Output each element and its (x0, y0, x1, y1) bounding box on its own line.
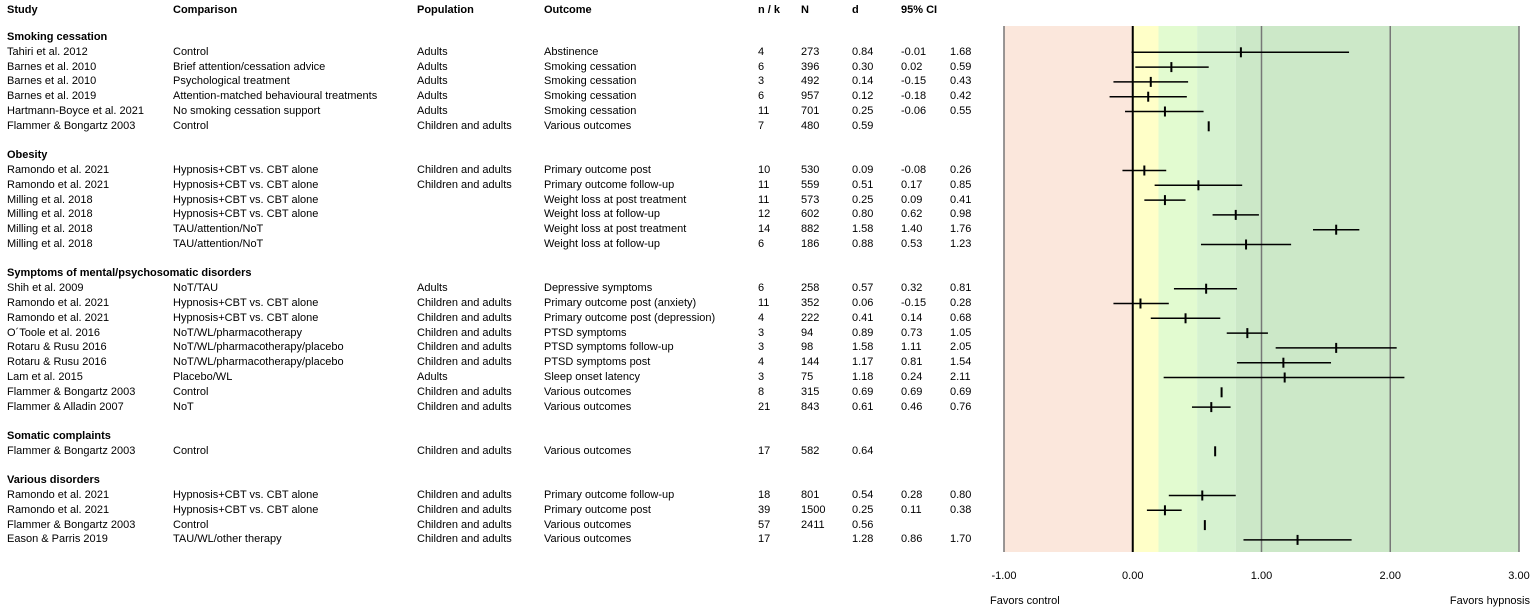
row-population: Children and adults (417, 356, 512, 369)
row-nk: 8 (758, 385, 765, 398)
row-comparison: TAU/attention/NoT (173, 223, 264, 236)
row-study: Milling et al. 2018 (7, 193, 93, 206)
row-ci-upper: 0.68 (950, 311, 972, 324)
row-d: 0.30 (852, 60, 874, 73)
row-study: Flammer & Bongartz 2003 (7, 119, 136, 132)
row-comparison: Control (173, 45, 209, 58)
row-ci-lower: 0.73 (901, 326, 923, 339)
row-n: 273 (801, 45, 820, 58)
row-outcome: Various outcomes (544, 444, 632, 457)
x-tick-label: 1.00 (1250, 570, 1273, 582)
row-nk: 17 (758, 533, 771, 546)
row-outcome: Primary outcome post (depression) (544, 311, 716, 324)
row-ci-lower: 0.02 (901, 60, 923, 73)
section-title: Smoking cessation (7, 31, 108, 43)
row-d: 0.69 (852, 385, 874, 398)
row-study: Ramondo et al. 2021 (7, 503, 110, 516)
row-d: 0.54 (852, 489, 874, 501)
row-population: Adults (417, 60, 448, 73)
row-n: 573 (801, 193, 820, 206)
row-comparison: Hypnosis+CBT vs. CBT alone (173, 489, 319, 501)
row-n: 480 (801, 119, 820, 132)
row-ci-lower: 0.28 (901, 489, 923, 501)
row-population: Adults (417, 75, 448, 88)
favors-control-label: Favors control (990, 595, 1060, 607)
row-population: Children and adults (417, 178, 512, 191)
row-comparison: Brief attention/cessation advice (173, 60, 326, 73)
row-nk: 4 (758, 356, 765, 369)
effect-band (1004, 26, 1133, 552)
row-study: Milling et al. 2018 (7, 238, 93, 250)
row-d: 1.58 (852, 223, 874, 236)
row-ci-upper: 2.05 (950, 341, 972, 354)
row-nk: 4 (758, 45, 765, 58)
row-ci-upper: 0.42 (950, 90, 972, 103)
row-d: 0.56 (852, 518, 874, 531)
row-study: O´Toole et al. 2016 (7, 326, 100, 339)
row-comparison: NoT/WL/pharmacotherapy/placebo (173, 341, 344, 354)
row-study: Ramondo et al. 2021 (7, 311, 110, 324)
row-comparison: NoT (173, 400, 194, 413)
section-title: Obesity (7, 149, 48, 162)
row-study: Flammer & Bongartz 2003 (7, 518, 136, 531)
effect-band (1133, 26, 1159, 552)
row-ci-upper: 0.59 (950, 60, 972, 73)
row-study: Eason & Parris 2019 (7, 533, 108, 546)
effect-band (1236, 26, 1519, 552)
row-d: 0.84 (852, 45, 874, 58)
row-nk: 18 (758, 489, 771, 501)
row-d: 1.28 (852, 533, 874, 546)
row-d: 0.06 (852, 297, 874, 309)
x-tick-label: 3.00 (1508, 570, 1530, 582)
row-comparison: Hypnosis+CBT vs. CBT alone (173, 208, 319, 221)
row-nk: 6 (758, 282, 765, 295)
row-study: Ramondo et al. 2021 (7, 297, 110, 309)
row-d: 0.25 (852, 105, 874, 117)
row-comparison: Attention-matched behavioural treatments (173, 90, 378, 103)
row-study: Flammer & Bongartz 2003 (7, 385, 136, 398)
row-population: Children and adults (417, 341, 512, 354)
row-study: Milling et al. 2018 (7, 223, 93, 236)
row-comparison: NoT/TAU (173, 282, 219, 295)
row-outcome: Weight loss at post treatment (544, 223, 687, 236)
row-ci-lower: 0.24 (901, 371, 923, 383)
x-tick-label: -1.00 (991, 570, 1017, 582)
row-ci-lower: -0.06 (901, 105, 927, 117)
row-d: 0.88 (852, 238, 874, 250)
row-population: Adults (417, 371, 448, 383)
row-study: Ramondo et al. 2021 (7, 178, 110, 191)
row-nk: 39 (758, 503, 771, 516)
row-d: 1.17 (852, 356, 874, 369)
row-d: 1.18 (852, 371, 874, 383)
row-nk: 11 (758, 297, 770, 309)
row-ci-lower: -0.15 (901, 297, 927, 309)
row-outcome: Various outcomes (544, 518, 632, 531)
row-n: 258 (801, 282, 820, 295)
row-study: Flammer & Alladin 2007 (7, 400, 124, 413)
row-d: 0.12 (852, 90, 874, 103)
row-ci-upper: 1.05 (950, 326, 972, 339)
row-d: 0.80 (852, 208, 874, 221)
row-population: Children and adults (417, 489, 512, 501)
row-nk: 6 (758, 90, 765, 103)
row-d: 0.61 (852, 400, 874, 413)
row-n: 315 (801, 385, 820, 398)
row-ci-upper: 0.69 (950, 385, 972, 398)
header-comparison: Comparison (173, 4, 238, 16)
row-ci-lower: -0.15 (901, 75, 927, 88)
row-n: 602 (801, 208, 820, 221)
row-outcome: Primary outcome post (544, 164, 651, 176)
row-population: Children and adults (417, 119, 512, 132)
row-n: 1500 (801, 503, 826, 516)
row-outcome: Weight loss at follow-up (544, 208, 660, 221)
row-study: Barnes et al. 2019 (7, 90, 97, 103)
row-study: Ramondo et al. 2021 (7, 489, 110, 501)
row-comparison: Hypnosis+CBT vs. CBT alone (173, 164, 319, 176)
row-d: 0.89 (852, 326, 874, 339)
row-ci-lower: 0.69 (901, 385, 923, 398)
row-population: Adults (417, 90, 448, 103)
row-n: 843 (801, 400, 820, 413)
section-title: Various disorders (7, 474, 100, 487)
row-outcome: Abstinence (544, 45, 599, 58)
row-study: Barnes et al. 2010 (7, 60, 97, 73)
row-nk: 14 (758, 223, 771, 236)
row-n: 530 (801, 164, 820, 176)
row-outcome: Weight loss at follow-up (544, 238, 660, 250)
row-population: Children and adults (417, 444, 512, 457)
row-n: 701 (801, 105, 820, 117)
row-nk: 7 (758, 119, 765, 132)
row-ci-upper: 1.23 (950, 238, 972, 250)
row-comparison: Control (173, 518, 209, 531)
row-nk: 10 (758, 164, 771, 176)
row-outcome: PTSD symptoms (544, 326, 627, 339)
favors-hypnosis-label: Favors hypnosis (1449, 595, 1530, 607)
row-d: 1.58 (852, 341, 874, 354)
header-outcome: Outcome (544, 4, 592, 16)
row-nk: 11 (758, 193, 770, 206)
row-d: 0.09 (852, 164, 874, 176)
row-n: 75 (801, 371, 814, 383)
row-population: Children and adults (417, 297, 512, 309)
row-n: 396 (801, 60, 820, 73)
row-ci-lower: 0.62 (901, 208, 923, 221)
row-ci-upper: 0.76 (950, 400, 972, 413)
row-n: 2411 (801, 518, 825, 531)
row-comparison: Hypnosis+CBT vs. CBT alone (173, 503, 319, 516)
row-d: 0.51 (852, 178, 874, 191)
row-d: 0.64 (852, 444, 874, 457)
row-study: Barnes et al. 2010 (7, 75, 97, 88)
row-outcome: Primary outcome post (anxiety) (544, 297, 697, 309)
row-nk: 21 (758, 400, 771, 413)
row-comparison: Placebo/WL (173, 371, 233, 383)
row-ci-lower: -0.18 (901, 90, 927, 103)
row-n: 492 (801, 75, 820, 88)
row-outcome: Smoking cessation (544, 60, 637, 73)
row-comparison: Psychological treatment (173, 75, 290, 88)
row-outcome: Various outcomes (544, 385, 632, 398)
section-title: Symptoms of mental/psychosomatic disorders (7, 267, 252, 280)
row-population: Adults (417, 282, 448, 295)
row-ci-upper: 0.85 (950, 178, 972, 191)
row-outcome: Smoking cessation (544, 75, 637, 88)
row-outcome: Various outcomes (544, 400, 632, 413)
row-outcome: Sleep onset latency (544, 371, 641, 383)
row-nk: 6 (758, 238, 765, 250)
row-nk: 12 (758, 208, 771, 221)
row-nk: 3 (758, 75, 765, 88)
row-d: 0.25 (852, 193, 874, 206)
row-ci-upper: 0.55 (950, 105, 972, 117)
row-ci-upper: 1.68 (950, 45, 972, 58)
row-nk: 17 (758, 444, 771, 457)
row-outcome: Smoking cessation (544, 105, 637, 117)
row-population: Children and adults (417, 164, 512, 176)
x-tick-label: 0.00 (1122, 570, 1144, 582)
row-population: Children and adults (417, 385, 512, 398)
row-population: Adults (417, 45, 448, 58)
row-ci-lower: -0.08 (901, 164, 927, 176)
row-ci-upper: 0.43 (950, 75, 972, 88)
row-ci-upper: 0.80 (950, 489, 972, 501)
row-outcome: PTSD symptoms follow-up (544, 341, 674, 354)
row-n: 98 (801, 341, 814, 354)
row-study: Flammer & Bongartz 2003 (7, 444, 136, 457)
row-ci-upper: 0.41 (950, 193, 972, 206)
row-ci-lower: 0.46 (901, 400, 923, 413)
row-ci-lower: 0.11 (901, 503, 922, 516)
row-study: Shih et al. 2009 (7, 282, 84, 295)
row-nk: 3 (758, 326, 765, 339)
row-nk: 11 (758, 178, 770, 191)
row-study: Hartmann-Boyce et al. 2021 (7, 105, 144, 117)
row-comparison: Hypnosis+CBT vs. CBT alone (173, 193, 319, 206)
row-outcome: Primary outcome follow-up (544, 489, 675, 501)
row-ci-lower: 0.17 (901, 178, 923, 191)
row-population: Adults (417, 105, 448, 117)
row-ci-upper: 1.70 (950, 533, 972, 546)
row-population: Children and adults (417, 533, 512, 546)
section-title: Somatic complaints (7, 430, 111, 442)
row-comparison: TAU/attention/NoT (173, 238, 264, 250)
row-n: 582 (801, 444, 820, 457)
row-outcome: Depressive symptoms (544, 282, 653, 295)
row-outcome: Primary outcome post (544, 503, 651, 516)
row-comparison: TAU/WL/other therapy (173, 533, 282, 546)
row-study: Rotaru & Rusu 2016 (7, 356, 107, 369)
row-ci-upper: 1.54 (950, 356, 972, 369)
row-comparison: Hypnosis+CBT vs. CBT alone (173, 297, 319, 309)
row-d: 0.25 (852, 503, 874, 516)
row-outcome: Various outcomes (544, 533, 632, 546)
row-study: Rotaru & Rusu 2016 (7, 341, 107, 354)
row-study: Tahiri et al. 2012 (7, 45, 88, 58)
row-outcome: PTSD symptoms post (544, 356, 651, 369)
row-ci-upper: 2.11 (950, 371, 971, 383)
row-n: 801 (801, 489, 820, 501)
row-n: 559 (801, 178, 820, 191)
row-nk: 57 (758, 518, 771, 531)
row-ci-upper: 0.28 (950, 297, 972, 309)
row-outcome: Primary outcome follow-up (544, 178, 675, 191)
row-n: 144 (801, 356, 820, 369)
row-n: 957 (801, 90, 820, 103)
row-outcome: Smoking cessation (544, 90, 637, 103)
row-population: Children and adults (417, 503, 512, 516)
row-comparison: Control (173, 385, 209, 398)
row-ci-upper: 0.81 (950, 282, 972, 295)
row-study: Milling et al. 2018 (7, 208, 93, 221)
row-study: Ramondo et al. 2021 (7, 164, 110, 176)
row-population: Children and adults (417, 311, 512, 324)
row-d: 0.41 (852, 311, 874, 324)
row-n: 94 (801, 326, 814, 339)
header-population: Population (417, 4, 474, 16)
header-nk: n / k (758, 4, 781, 16)
row-d: 0.59 (852, 119, 874, 132)
row-comparison: Control (173, 444, 209, 457)
row-ci-lower: -0.01 (901, 45, 927, 58)
row-comparison: NoT/WL/pharmacotherapy/placebo (173, 356, 344, 369)
header-study: Study (7, 4, 38, 16)
row-comparison: No smoking cessation support (173, 105, 321, 117)
row-ci-lower: 0.32 (901, 282, 923, 295)
row-ci-upper: 0.26 (950, 164, 972, 176)
row-comparison: Hypnosis+CBT vs. CBT alone (173, 178, 319, 191)
row-population: Children and adults (417, 518, 512, 531)
row-nk: 6 (758, 60, 765, 73)
row-outcome: Weight loss at post treatment (544, 193, 687, 206)
row-ci-upper: 1.76 (950, 223, 972, 236)
header-n: N (801, 4, 809, 16)
row-ci-upper: 0.98 (950, 208, 972, 221)
row-n: 882 (801, 223, 820, 236)
row-n: 186 (801, 238, 820, 250)
row-ci-lower: 0.86 (901, 533, 923, 546)
row-ci-lower: 0.53 (901, 238, 923, 250)
row-comparison: Hypnosis+CBT vs. CBT alone (173, 311, 319, 324)
row-d: 0.57 (852, 282, 874, 295)
row-ci-lower: 0.81 (901, 356, 923, 369)
row-study: Lam et al. 2015 (7, 371, 83, 383)
header-d: d (852, 4, 859, 16)
row-comparison: Control (173, 119, 209, 132)
row-population: Children and adults (417, 400, 512, 413)
row-nk: 3 (758, 371, 765, 383)
row-ci-upper: 0.38 (950, 503, 972, 516)
row-n: 352 (801, 297, 820, 309)
row-n: 222 (801, 311, 820, 324)
header-ci: 95% CI (901, 4, 938, 16)
row-ci-lower: 0.09 (901, 193, 923, 206)
row-nk: 11 (758, 105, 770, 117)
row-nk: 3 (758, 341, 765, 354)
x-tick-label: 2.00 (1379, 570, 1401, 582)
row-ci-lower: 0.14 (901, 311, 923, 324)
row-nk: 4 (758, 311, 765, 324)
row-outcome: Various outcomes (544, 119, 632, 132)
row-ci-lower: 1.11 (901, 341, 922, 354)
row-population: Children and adults (417, 326, 512, 339)
row-comparison: NoT/WL/pharmacotherapy (173, 326, 302, 339)
row-d: 0.14 (852, 75, 874, 88)
row-ci-lower: 1.40 (901, 223, 923, 236)
